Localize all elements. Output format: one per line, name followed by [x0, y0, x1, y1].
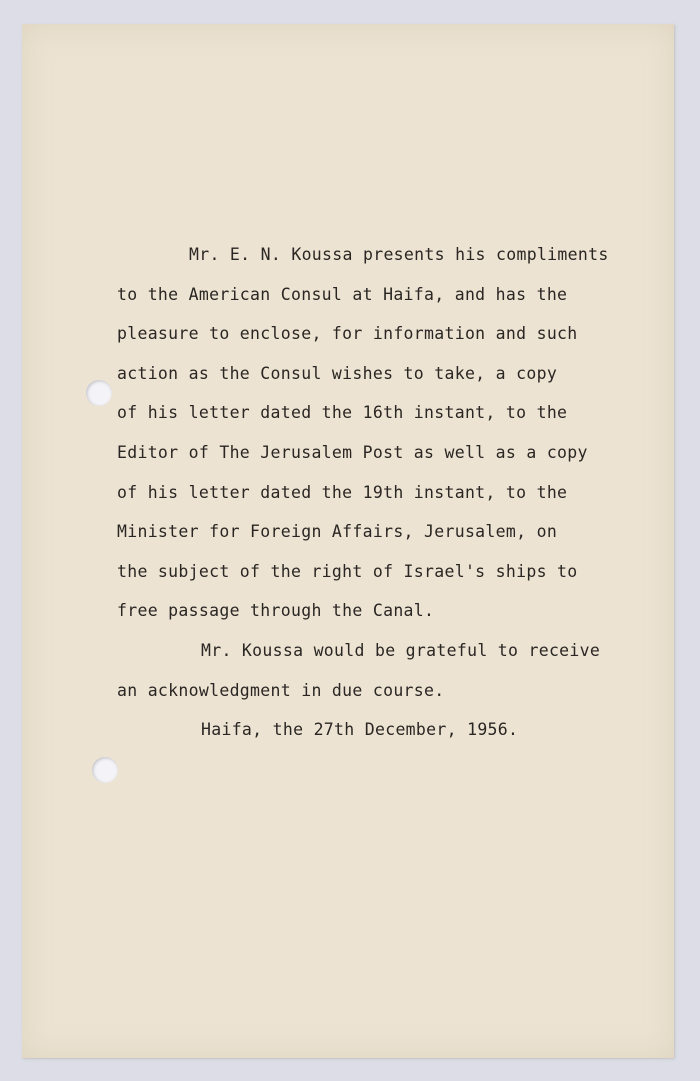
letter-date-line: Haifa, the 27th December, 1956. — [201, 720, 519, 740]
letter-line: Mr. E. N. Koussa presents his compliments — [189, 245, 609, 264]
letter-line: Mr. Koussa would be grateful to receive — [201, 640, 601, 660]
letter-line: the subject of the right of Israel's ships to — [117, 561, 578, 581]
letter-line: Editor of The Jerusalem Post as well as a copy — [117, 442, 588, 462]
letter-body — [117, 235, 687, 750]
letter-line: of his letter dated the 16th instant, to the — [117, 403, 568, 423]
letter-line: an acknowledgment in due course. — [117, 680, 445, 700]
letter-line: to the American Consul at Haifa, and has the — [117, 284, 568, 304]
letter-line: of his letter dated the 19th instant, to the — [117, 482, 568, 502]
letter-line: Minister for Foreign Affairs, Jerusalem, on — [117, 522, 558, 542]
punch-hole-bottom — [92, 757, 118, 783]
letter-line: free passage through the Canal. — [117, 601, 435, 621]
punch-hole-top — [86, 380, 112, 406]
letter-line: pleasure to enclose, for information and such — [117, 324, 578, 344]
letter-line: action as the Consul wishes to take, a copy — [117, 363, 558, 383]
